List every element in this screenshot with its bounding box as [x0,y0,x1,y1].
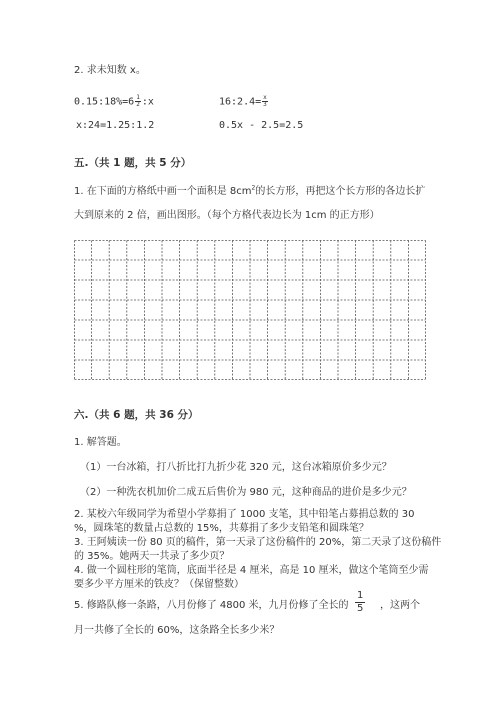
section-6-q5-line1a: 5. 修路队修一条路，八月份修了 4800 米，九月份修了全长的 [74,600,349,611]
equation-2-frac-num: x [263,94,267,101]
question-2-label: 2. 求未知数 x。 [74,65,146,76]
equation-2-fraction [262,95,268,108]
q5-frac-num: 1 [357,590,364,601]
equation-2-left: 16:2.4= [219,96,262,108]
section-6-title: 六.（共 6 题，共 36 分） [74,409,199,421]
equation-1-fraction [135,95,141,108]
section-6-q1-label: 1. 解答题。 [74,437,127,448]
equation-4: 0.5x - 2.5=2.5 [219,120,304,131]
section-6-q2-line1: 2. 某校六年级同学为希望小学募捐了 1000 支笔，其中铅笔占募捐总数的 30 [74,509,415,520]
section-6-q4-line1: 4. 做一个圆柱形的笔筒，底面半径是 4 厘米，高是 10 厘米，做这个笔筒至少需 [74,565,429,576]
section-6-q1-sub1: （1）一台冰箱，打八折比打九折少花 320 元，这台冰箱原价多少元？ [80,462,392,473]
section-6-q5-fraction [355,590,365,615]
equation-1-left: 0.15:18%=6 [74,96,135,108]
q5-frac-den: 5 [357,603,364,614]
section-6-q4-line2: 要多少平方厘米的铁皮？（保留整数） [74,579,244,590]
equation-1-frac-num: 1 [136,94,140,101]
section-6-q5-line1b: ，这两个 [380,600,420,611]
section-6-q3-line1: 3. 王阿姨读一份 80 页的稿件，第一天录了这份稿件的 20%，第二天录了这份稿件 [74,537,442,548]
equation-2 [219,95,269,108]
section-6-q3-line2: 的 35%。她两天一共录了多少页？ [74,551,230,562]
section-6-q5-line2: 月一共修了全长的 60%，这条路全长多少米？ [74,625,280,636]
section-6-q1-sub2: （2）一种洗衣机加价二成五后售价为 980 元，这种商品的进价是多少元？ [80,487,412,498]
equation-1 [74,95,154,108]
section-5-title: 五.（共 1 题，共 5 分） [74,157,192,169]
squared-superscript: 2 [251,184,256,192]
equation-2-frac-den: 3 [263,101,267,108]
section-5-q1-text-a: 1. 在下面的方格纸中画一个面积是 8cm [74,186,252,197]
equation-1-frac-den: 2 [136,101,140,108]
section-5-q1-text-b: 的长方形，再把这个长方形的各边长扩 [255,186,426,197]
grid-paper [74,240,426,380]
equation-3: x:24=1.25:1.2 [76,120,155,131]
equation-1-right: :x [141,96,154,108]
section-5-q1-line1 [74,182,425,197]
section-5-q1-line2: 大到原来的 2 倍，画出图形。（每个方格代表边长为 1cm 的正方形） [74,210,380,221]
section-6-q2-line2: %，圆珠笔的数量占总数的 15%，共募捐了多少支铅笔和圆珠笔？ [74,523,369,534]
